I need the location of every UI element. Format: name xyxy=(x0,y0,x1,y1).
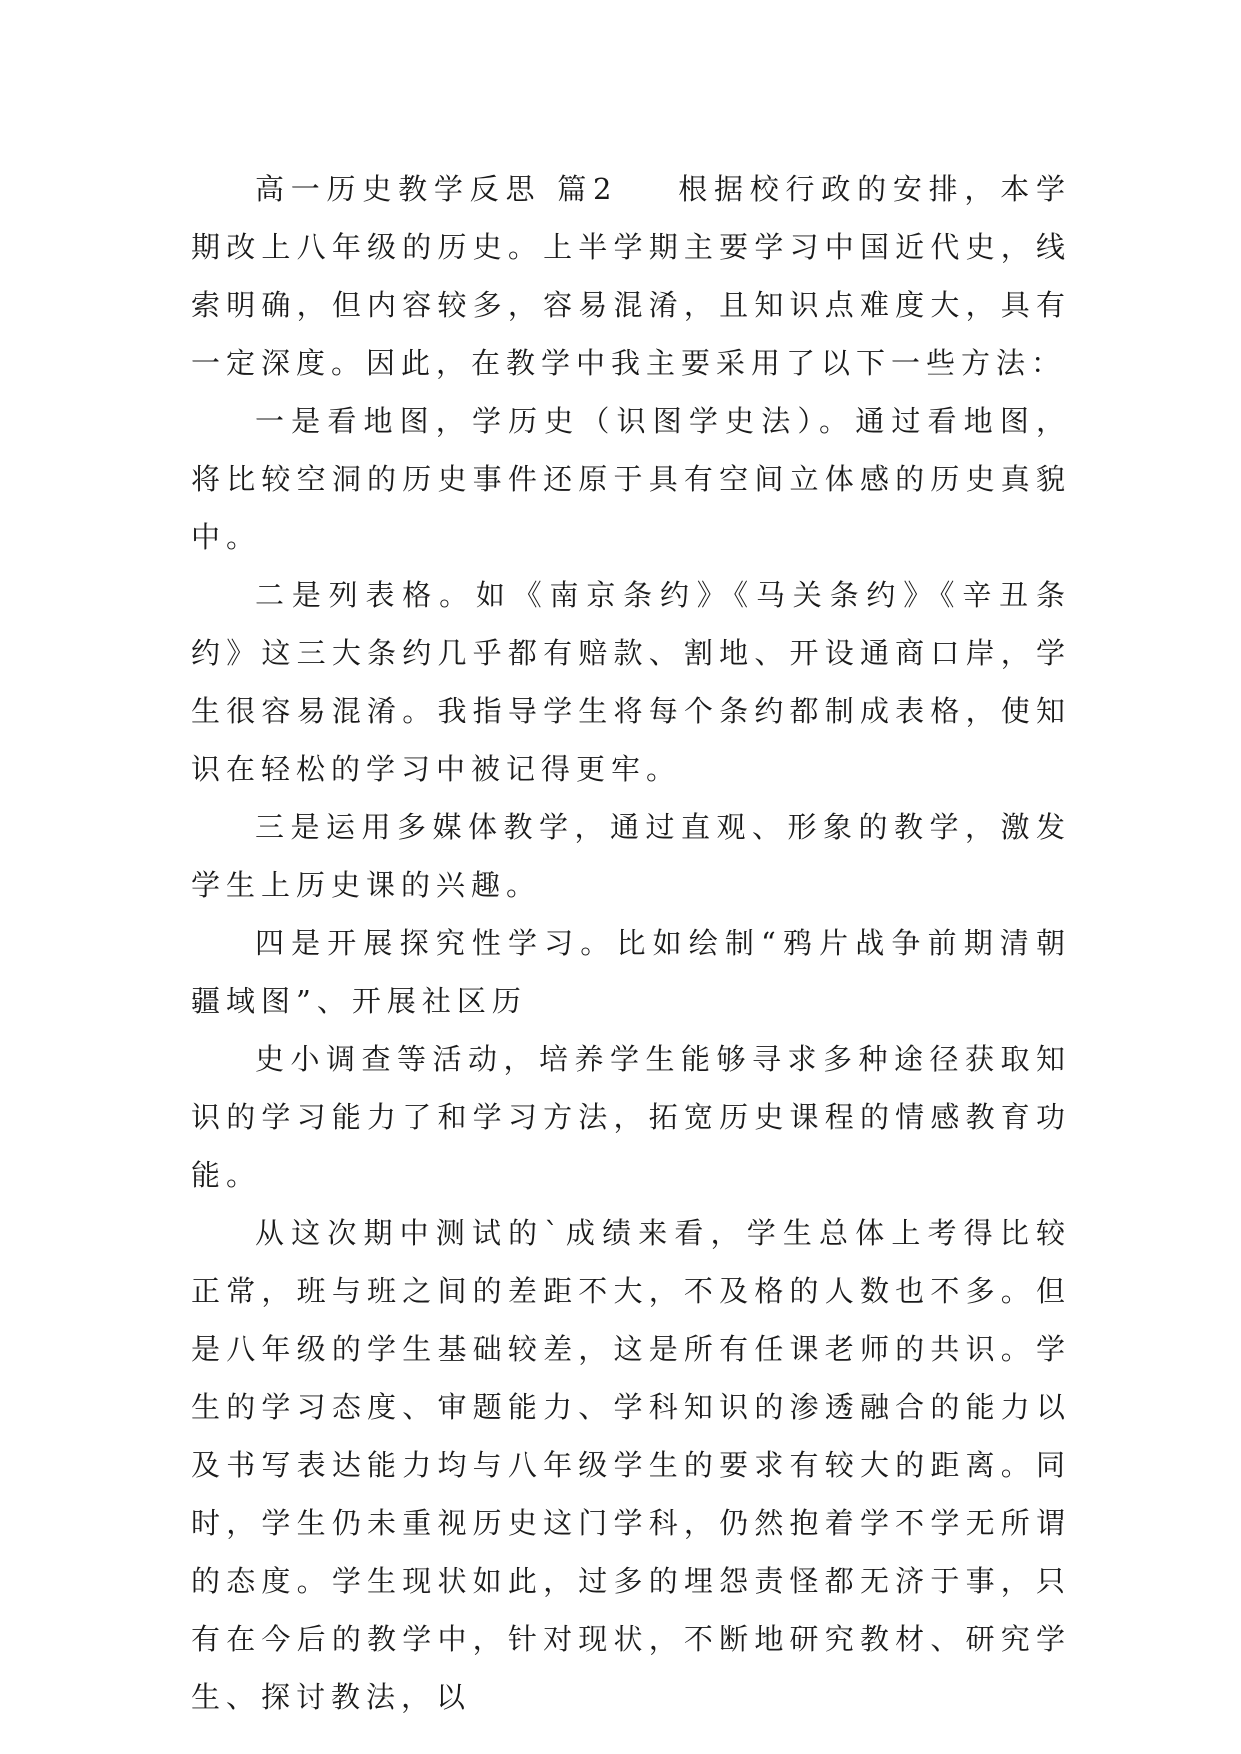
paragraph-method-1: 一是看地图，学历史（识图学史法）。通过看地图，将比较空洞的历史事件还原于具有空间立体感的历史真貌中。 xyxy=(191,404,1071,554)
intro-text: 根据校行政的安排，本学期改上八年级的历史。上半学期主要学习中国近代史，线索明确，但内容较多，容易混淆，且知识点难度大，具有一定深度。因此，在教学中我主要采用了以下一些方法： xyxy=(191,172,1071,380)
document-body xyxy=(191,160,1071,1726)
paragraph-method-4: 四是开展探究性学习。比如绘制“鸦片战争前期清朝疆域图”、开展社区历 xyxy=(191,926,1071,1018)
paragraph-method-3: 三是运用多媒体教学，通过直观、形象的教学，激发学生上历史课的兴趣。 xyxy=(191,810,1071,902)
document-title: 高一历史教学反思 篇2 xyxy=(255,172,618,206)
paragraph-exam-reflection: 从这次期中测试的`成绩来看，学生总体上考得比较正常，班与班之间的差距不大，不及格的人数也不多。但是八年级的学生基础较差，这是所有任课老师的共识。学生的学习态度、审题能力、学科知识的渗透融合的能力以及书写表达能力均与八年级学生的要求有较大的距离。同时，学生仍未重视历史这门学科，仍然抱着学不学无所谓的态度。学生现状如此，过多的埋怨责怪都无济于事，只有在今后的教学中，针对现状，不断地研究教材、研究学生、探讨教法，以 xyxy=(191,1216,1071,1714)
paragraph-method-4-continued: 史小调查等活动，培养学生能够寻求多种途径获取知识的学习能力了和学习方法，拓宽历史课程的情感教育功能。 xyxy=(191,1042,1071,1192)
paragraph-method-2: 二是列表格。如《南京条约》《马关条约》《辛丑条约》这三大条约几乎都有赔款、割地、开设通商口岸，学生很容易混淆。我指导学生将每个条约都制成表格，使知识在轻松的学习中被记得更牢。 xyxy=(191,578,1071,786)
opening-paragraph xyxy=(191,160,1071,392)
